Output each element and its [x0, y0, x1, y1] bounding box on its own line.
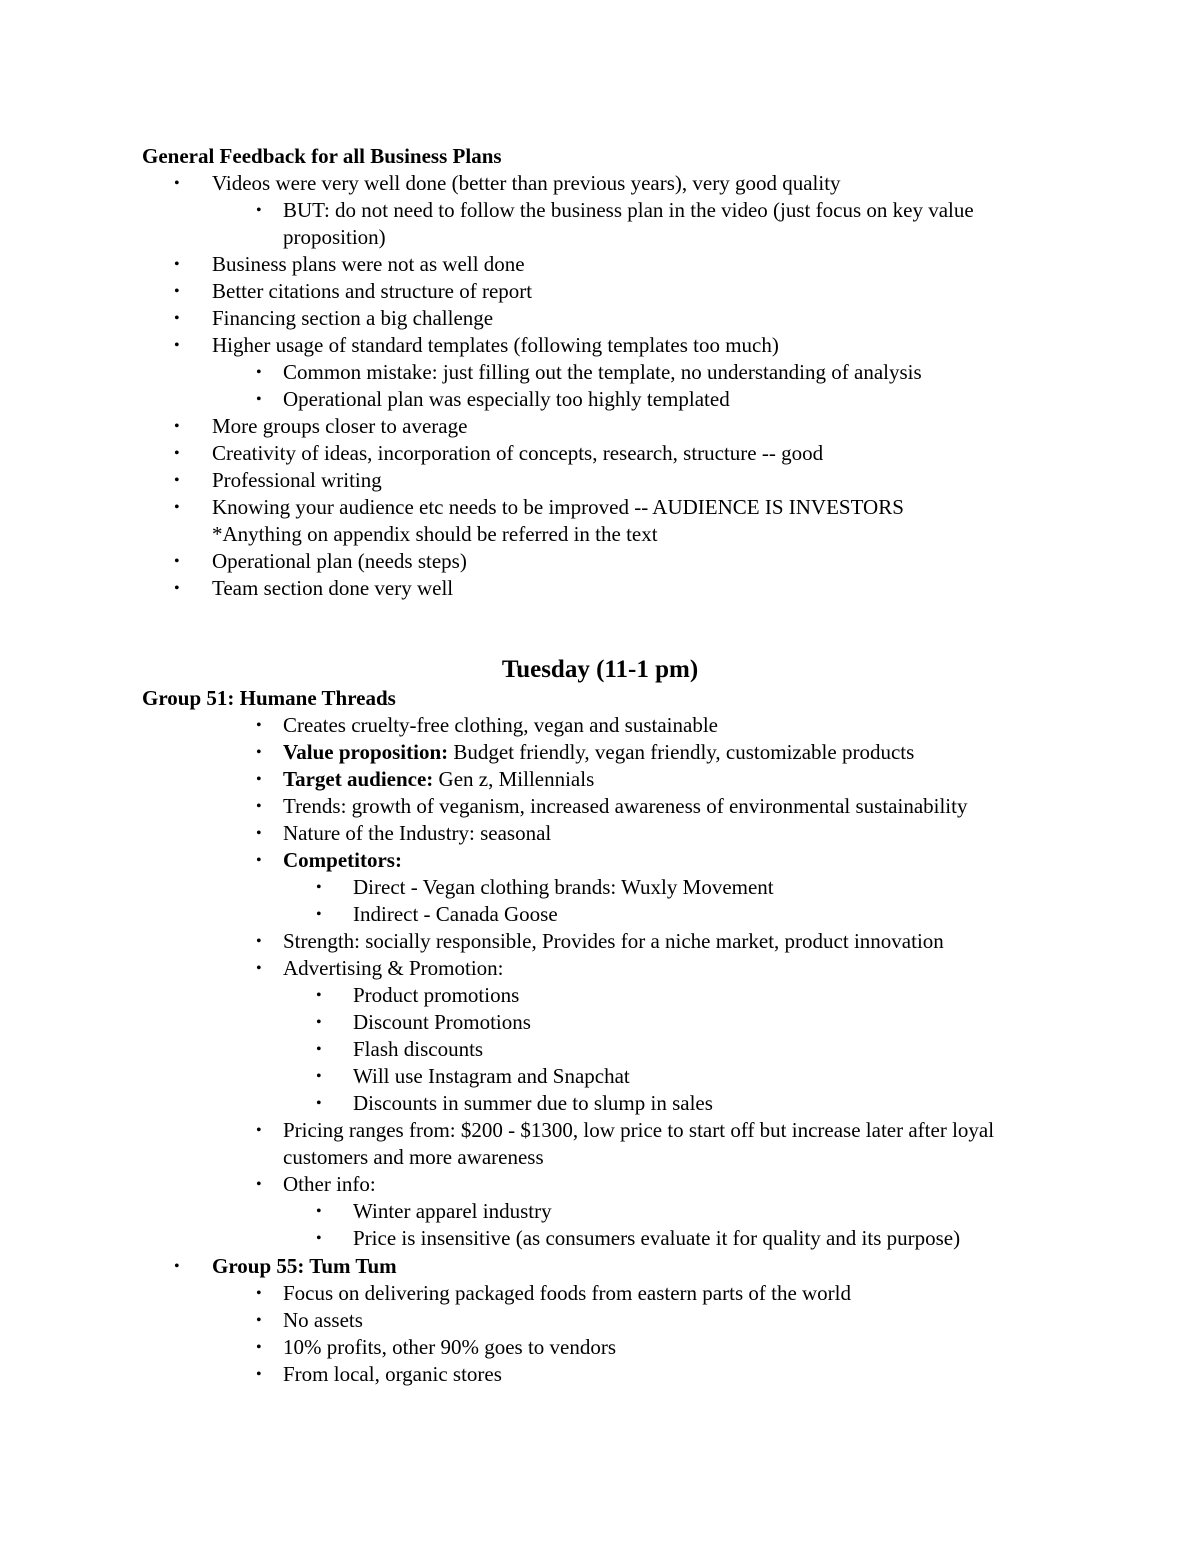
- list-item: • Strength: socially responsible, Provides for a niche market, product innovation: [256, 929, 944, 953]
- group-55-section: [0, 1253, 1200, 1388]
- list-item: • Better citations and structure of report: [174, 279, 533, 303]
- list-item: • More groups closer to average: [174, 414, 468, 438]
- general-feedback-list: [0, 170, 1200, 602]
- list-item: • Videos were very well done (better than previous years), very good quality: [174, 171, 841, 195]
- group-51-heading: Group 51: Humane Threads: [142, 686, 396, 710]
- list-item: • Nature of the Industry: seasonal: [256, 821, 552, 845]
- list-item: • Flash discounts: [316, 1037, 484, 1061]
- list-item: • Financing section a big challenge: [174, 306, 494, 330]
- list-item: • Common mistake: just filling out the template, no understanding of analysis: [256, 360, 922, 384]
- list-item: • Creates cruelty-free clothing, vegan and sustainable: [256, 713, 718, 737]
- list-item: • Competitors:: [256, 848, 402, 872]
- list-item: • Will use Instagram and Snapchat: [316, 1064, 630, 1088]
- tuesday-title: Tuesday (11-1 pm): [501, 656, 699, 683]
- list-item: • Operational plan (needs steps): [174, 549, 467, 573]
- group-55-heading-item: • Group 55: Tum Tum: [174, 1254, 397, 1278]
- list-item: • Price is insensitive (as consumers evaluate it for quality and its purpose): [316, 1226, 961, 1250]
- list-item: • Other info:: [256, 1172, 376, 1196]
- list-item: • Product promotions: [316, 983, 520, 1007]
- group-51-list: [0, 712, 1200, 1252]
- list-item: • Knowing your audience etc needs to be improved -- AUDIENCE IS INVESTORS: [174, 495, 904, 519]
- list-item: • Advertising & Promotion:: [256, 956, 504, 980]
- list-item: • Indirect - Canada Goose: [316, 902, 558, 926]
- general-feedback-heading: General Feedback for all Business Plans: [142, 144, 502, 168]
- list-item: • Direct - Vegan clothing brands: Wuxly Movement: [316, 875, 774, 899]
- list-item: • Trends: growth of veganism, increased awareness of environmental sustainability: [256, 794, 968, 818]
- list-item-note: *Anything on appendix should be referred in the text: [212, 522, 658, 546]
- list-item: • 10% profits, other 90% goes to vendors: [256, 1335, 617, 1359]
- list-item: • BUT: do not need to follow the business plan in the video (just focus on key value proposition): [256, 198, 974, 249]
- list-item: • Discounts in summer due to slump in sales: [316, 1091, 713, 1115]
- list-item: • Operational plan was especially too highly templated: [256, 387, 730, 411]
- list-item: • Business plans were not as well done: [174, 252, 525, 276]
- list-item: • Higher usage of standard templates (following templates too much): [174, 333, 779, 357]
- list-item: • Creativity of ideas, incorporation of concepts, research, structure -- good: [174, 441, 824, 465]
- list-item: • From local, organic stores: [256, 1362, 502, 1386]
- list-item: • Focus on delivering packaged foods from eastern parts of the world: [256, 1281, 852, 1305]
- list-item: • Value proposition: Budget friendly, vegan friendly, customizable products: [256, 740, 915, 764]
- list-item: • Target audience: Gen z, Millennials: [256, 767, 595, 791]
- list-item: • Discount Promotions: [316, 1010, 531, 1034]
- list-item: • Pricing ranges from: $200 - $1300, low price to start off but increase later after loyal customers and more awareness: [256, 1118, 995, 1169]
- list-item: • Team section done very well: [174, 576, 454, 600]
- list-item: • No assets: [256, 1308, 363, 1332]
- group-55-heading: Group 55: Tum Tum: [212, 1254, 397, 1278]
- list-item: • Professional writing: [174, 468, 382, 492]
- list-item: • Winter apparel industry: [316, 1199, 552, 1223]
